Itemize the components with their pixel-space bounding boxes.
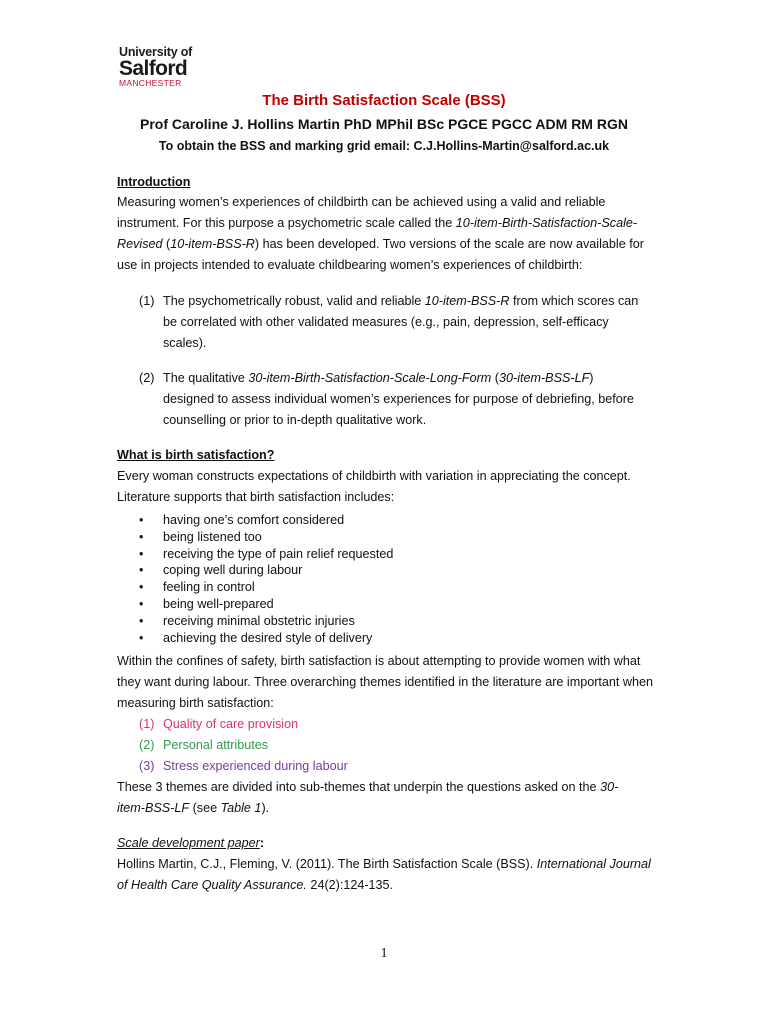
list-item: • achieving the desired style of delivery [139, 630, 373, 645]
document-title: The Birth Satisfaction Scale (BSS) [262, 92, 506, 109]
list-item: • being listened too [139, 529, 262, 544]
introduction-paragraph: Measuring women’s experiences of childbirth can be achieved using a valid and reliable instrument. For this purpose a psychometric scale called the 10-item-Birth-Satisfaction-Scale-Revised (10-item-BSS-R) has been developed. Two versions of the scale are now available for use in projects intended to evaluate childbearing women’s experiences of childbirth: [117, 195, 644, 272]
bullet-icon: • [139, 563, 144, 578]
bullet-icon: • [139, 630, 144, 645]
theme-list [139, 714, 348, 777]
version-item-1 [139, 291, 639, 354]
item-text: The psychometrically robust, valid and reliable 10-item-BSS-R from which scores can be correlated with other validated measures (e.g., pain, depression, self-efficacy scales). [163, 294, 639, 350]
page-number: 1 [380, 946, 388, 961]
theme-item: (3) Stress experienced during labour [139, 759, 348, 773]
list-item: • being well-prepared [139, 596, 274, 611]
safety-paragraph: Within the confines of safety, birth satisfaction is about attempting to provide women with what they want during labour. Three overarching themes identified in the literature are important when measuring birth satisfaction: [117, 654, 654, 710]
university-logo [119, 46, 192, 87]
theme-item: (1) Quality of care provision [139, 717, 299, 731]
birth-satisfaction-heading: What is birth satisfaction? [117, 448, 275, 462]
introduction-heading: Introduction [117, 175, 191, 189]
list-item: • coping well during labour [139, 563, 303, 578]
bullet-icon: • [139, 529, 144, 544]
subthemes-paragraph: These 3 themes are divided into sub-themes that underpin the questions asked on the 30-item-BSS-LF (see Table 1). [117, 780, 619, 815]
list-item: • receiving the type of pain relief requested [139, 546, 394, 561]
logo-line-2: Salford [119, 56, 188, 80]
item-number: (2) [139, 371, 155, 385]
bullet-icon: • [139, 546, 144, 561]
version-item-2 [139, 368, 639, 431]
bullet-icon: • [139, 613, 144, 628]
list-item: • feeling in control [139, 580, 255, 595]
theme-item: (2) Personal attributes [139, 738, 269, 752]
bullet-icon: • [139, 596, 144, 611]
list-item: • having one’s comfort considered [139, 513, 345, 527]
list-item: • receiving minimal obstetric injuries [139, 613, 355, 628]
birth-satisfaction-paragraph: Every woman constructs expectations of childbirth with variation in appreciating the concept. Literature supports that birth satisfaction includes: [117, 469, 631, 504]
bullet-icon: • [139, 580, 144, 595]
paper-reference: Hollins Martin, C.J., Fleming, V. (2011). The Birth Satisfaction Scale (BSS). International Journal of Health Care Quality Assurance. 24(2):124-135. [117, 857, 651, 892]
logo-line-3: MANCHESTER [119, 77, 182, 88]
item-number: (1) [139, 294, 155, 308]
paper-heading: Scale development paper: [117, 836, 265, 850]
bullet-icon: • [139, 513, 144, 527]
item-text: The qualitative 30-item-Birth-Satisfaction-Scale-Long-Form (30-item-BSS-LF) designed to assess individual women’s experiences for purpose of debriefing, before counselling or prior to in-depth qualitative work. [163, 371, 634, 427]
contact-line: To obtain the BSS and marking grid email: C.J.Hollins-Martin@salford.ac.uk [158, 139, 610, 153]
author-line: Prof Caroline J. Hollins Martin PhD MPhil BSc PGCE PGCC ADM RM RGN [140, 116, 628, 132]
logo-line-1: University of [119, 45, 193, 59]
satisfaction-list [139, 512, 393, 646]
